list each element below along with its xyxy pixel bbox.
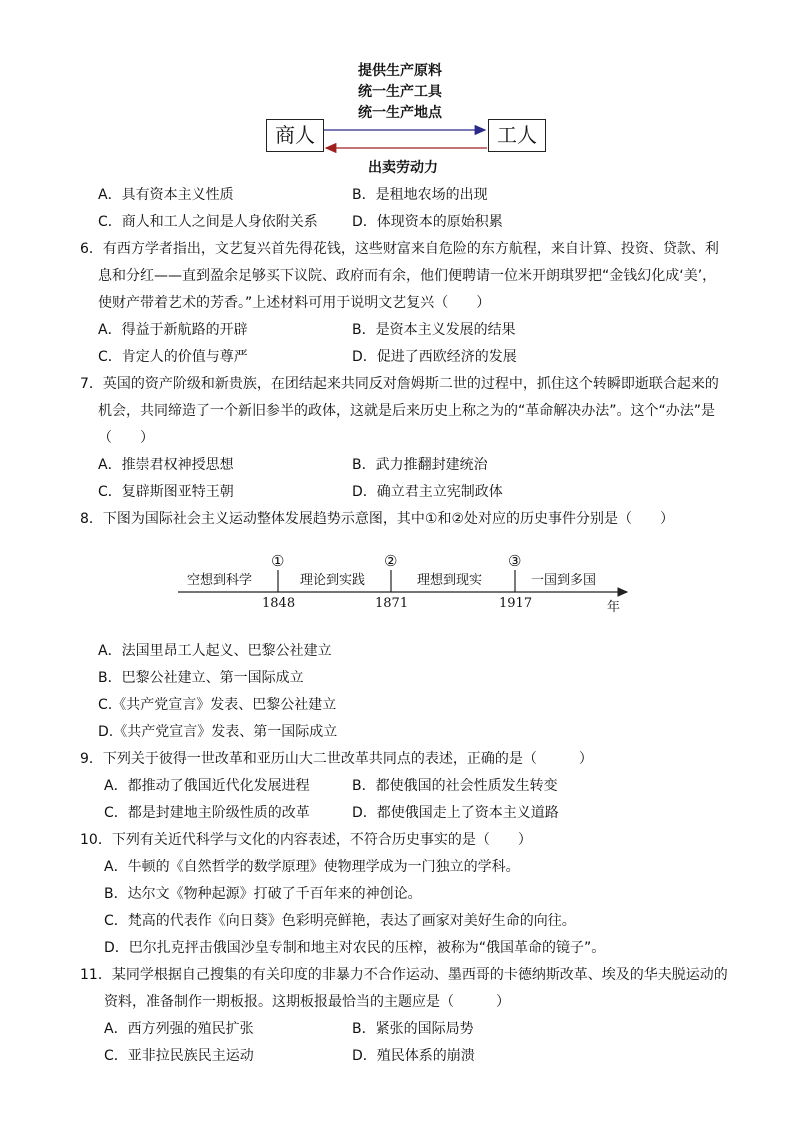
year-1848: 1848 (262, 596, 296, 611)
q9-stem: 9．下列关于彼得一世改革和亚历山大二世改革共同点的表述，正确的是（ ） (80, 751, 593, 767)
q8-option-b[interactable]: B．巴黎公社建立、第一国际成立 (98, 670, 304, 686)
worker-box: 工人 (488, 119, 546, 152)
q8-stem: 8．下图为国际社会主义运动整体发展趋势示意图，其中①和②处对应的历史事件分别是（ ） (80, 511, 675, 527)
q6-stem-line-1: 6．有西方学者指出，文艺复兴首先得花钱，这些财富来自危险的东方航程，来自计算、投资、贷款、利 (80, 241, 719, 257)
q10-option-d[interactable]: D．巴尔扎克抨击俄国沙皇专制和地主对农民的压榨，被称为“俄国革命的镜子”。 (104, 940, 606, 956)
q6-stem-line-2: 息和分红——直到盈余足够买下议院、政府而有余，他们便聘请一位米开朗琪罗把“金钱幻化成‘美’， (98, 268, 717, 284)
q10-option-a[interactable]: A．牛顿的《自然哲学的数学原理》使物理学成为一门独立的学科。 (104, 859, 520, 875)
q7-option-b[interactable]: B．武力推翻封建统治 (352, 457, 488, 473)
q6-option-b[interactable]: B．是资本主义发展的结果 (352, 322, 516, 338)
q8-option-c[interactable]: C.《共产党宣言》发表、巴黎公社建立 (98, 697, 337, 713)
q10-option-b[interactable]: B．达尔文《物种起源》打破了千百年来的神创论。 (104, 886, 422, 902)
q10-option-c[interactable]: C．梵高的代表作《向日葵》色彩明亮鲜艳，表达了画家对美好生命的向往。 (104, 913, 576, 929)
q7-stem-line-3: （ ） (98, 430, 154, 446)
q9-option-c[interactable]: C．都是封建地主阶级性质的改革 (104, 805, 310, 821)
q7-option-a[interactable]: A．推崇君权神授思想 (98, 457, 234, 473)
q5-option-c[interactable]: C．商人和工人之间是人身依附关系 (98, 214, 318, 230)
q7-stem-line-2: 机会，共同缔造了一个新旧参半的政体，这就是后来历史上称之为的“革命解决办法”。这个“办法”是 (98, 403, 716, 419)
segment-utopia-to-science: 空想到科学 (187, 573, 253, 588)
diagram-bottom-label: 出卖劳动力 (368, 160, 438, 176)
segment-theory-to-practice: 理论到实践 (300, 573, 366, 588)
diagram-label-3: 统一生产地点 (358, 105, 442, 121)
marker-3: ③ (508, 552, 522, 570)
q5-option-a[interactable]: A．具有资本主义性质 (98, 187, 234, 203)
q6-option-d[interactable]: D．促进了西欧经济的发展 (352, 349, 517, 365)
q11-option-b[interactable]: B．紧张的国际局势 (352, 1021, 474, 1037)
diagram-label-2: 统一生产工具 (358, 84, 442, 100)
q8-option-a[interactable]: A．法国里昂工人起义、巴黎公社建立 (98, 643, 332, 659)
q7-option-d[interactable]: D．确立君主立宪制政体 (352, 484, 503, 500)
q5-option-d[interactable]: D．体现资本的原始积累 (352, 214, 503, 230)
merchant-box: 商人 (266, 119, 324, 152)
q9-option-d[interactable]: D．都使俄国走上了资本主义道路 (352, 805, 559, 821)
q11-option-a[interactable]: A．西方列强的殖民扩张 (104, 1021, 254, 1037)
marker-1: ① (271, 552, 285, 570)
q11-stem-line-2: 资料，准备制作一期板报。这期板报最恰当的主题应是（ ） (104, 994, 510, 1010)
q9-option-a[interactable]: A．都推动了俄国近代化发展进程 (104, 778, 310, 794)
q6-option-c[interactable]: C．肯定人的价值与尊严 (98, 349, 248, 365)
q5-option-b[interactable]: B．是租地农场的出现 (352, 187, 488, 203)
year-1871: 1871 (375, 596, 409, 611)
diagram-label-1: 提供生产原料 (358, 63, 442, 79)
q10-stem: 10．下列有关近代科学与文化的内容表述，不符合历史事实的是（ ） (80, 832, 532, 848)
q6-option-a[interactable]: A．得益于新航路的开辟 (98, 322, 248, 338)
q7-option-c[interactable]: C．复辟斯图亚特王朝 (98, 484, 234, 500)
q9-option-b[interactable]: B．都使俄国的社会性质发生转变 (352, 778, 558, 794)
socialism-timeline (175, 552, 635, 616)
year-1917: 1917 (499, 596, 533, 611)
q7-stem-line-1: 7．英国的资产阶级和新贵族，在团结起来共同反对詹姆斯二世的过程中，抓住这个转瞬即逝联合起来的 (80, 376, 719, 392)
year-unit: 年 (607, 600, 621, 615)
q8-option-d[interactable]: D.《共产党宣言》发表、第一国际成立 (98, 724, 338, 740)
q11-option-d[interactable]: D．殖民体系的崩溃 (352, 1048, 475, 1064)
segment-ideal-to-reality: 理想到现实 (417, 573, 483, 588)
q11-option-c[interactable]: C．亚非拉民族民主运动 (104, 1048, 254, 1064)
segment-one-to-many: 一国到多国 (531, 573, 597, 588)
marker-2: ② (384, 552, 398, 570)
q6-stem-line-3: 使财产带着艺术的芳香。”上述材料可用于说明文艺复兴（ ） (98, 295, 491, 311)
diagram-arrows (322, 120, 490, 154)
q11-stem-line-1: 11．某同学根据自己搜集的有关印度的非暴力不合作运动、墨西哥的卡德纳斯改革、埃及的华夫脱运动的 (80, 967, 728, 983)
